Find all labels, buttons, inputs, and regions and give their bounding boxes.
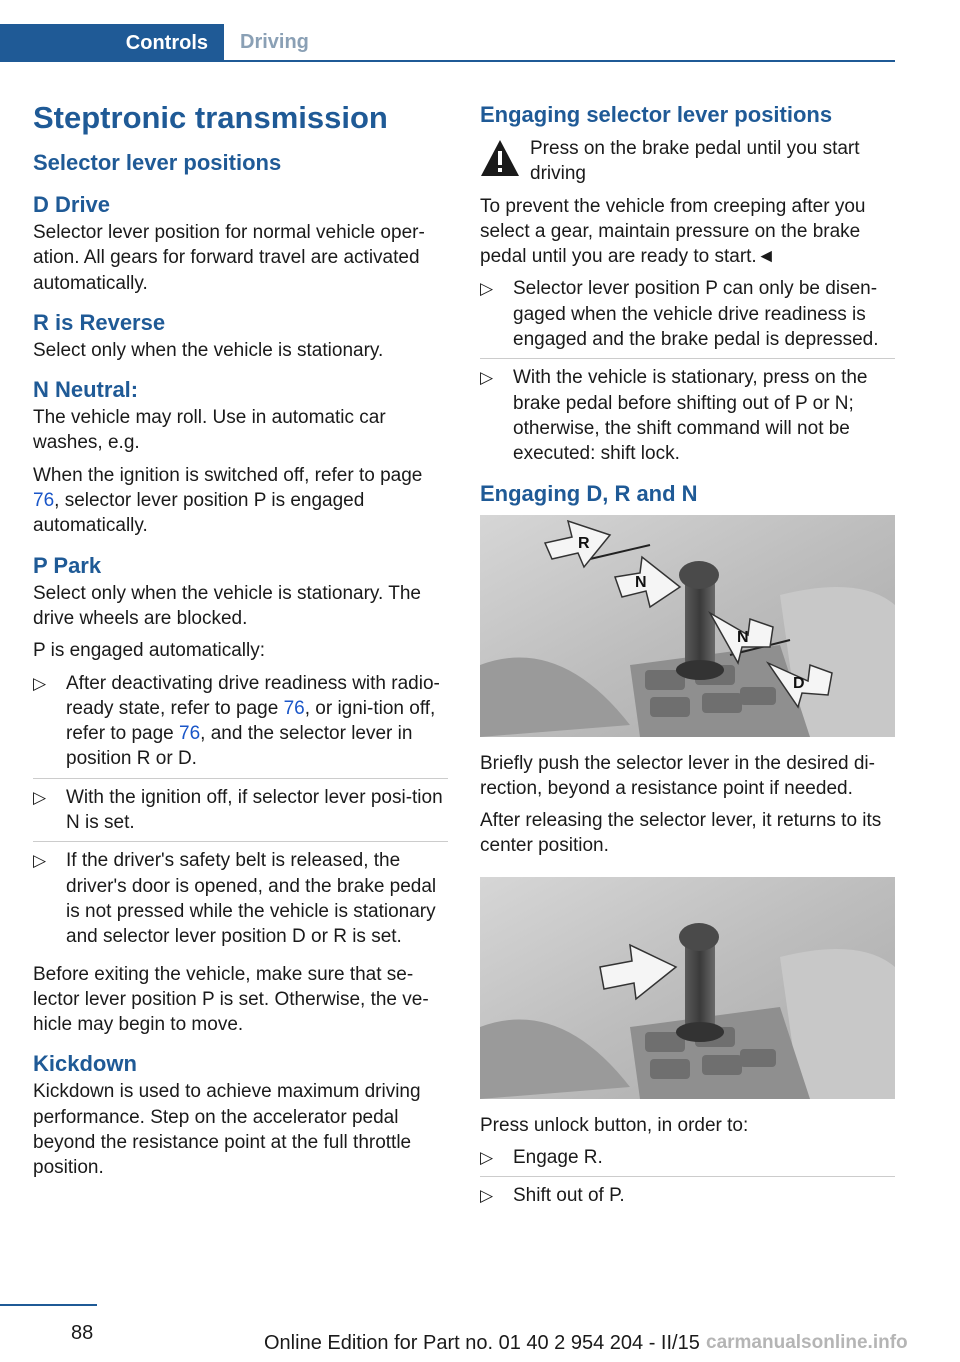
engaging-heading: Engaging selector lever positions [480,102,833,127]
engaging-item-1: Selector lever position P can only be disen-gaged when the vehicle drive readiness is engaged and the brake pedal is depressed. [513,278,879,351]
list-item [480,1145,895,1177]
triangle-bullet-icon: ▷ [33,851,47,871]
triangle-bullet-icon: ▷ [480,1148,494,1168]
unlock-button-illustration [480,877,895,1099]
warning-triangle-icon [480,138,520,178]
list-item [480,276,895,359]
right-column [480,100,895,1221]
triangle-bullet-icon: ▷ [33,787,47,807]
list-item [480,365,895,472]
triangle-bullet-icon: ▷ [480,1186,494,1206]
neutral-text-1: The vehicle may roll. Use in automatic car washes, e.g. [33,407,386,454]
kickdown-text: Kickdown is used to achieve maximum driving performance. Step on the accelerator pedal beyond the resistance point at the full throttle position. [33,1081,421,1179]
park-text-3: Before exiting the vehicle, make sure that se-lector lever position P is set. Otherwise, the ve-hicle may begin to move. [33,963,429,1036]
footer-edition: Online Edition for Part no. 01 40 2 954 204 - II/15 [264,1332,700,1354]
park-text-1: Select only when the vehicle is stationary. The drive wheels are blocked. [33,582,421,629]
unlock-text: Press unlock button, in order to: [480,1114,749,1136]
neutral-text-2-pre: When the ignition is switched off, refer to page [33,464,423,486]
park-item-2: With the ignition off, if selector lever posi-tion N is set. [66,786,443,834]
section-subtitle: Selector lever positions [33,150,282,175]
neutral-heading: N Neutral: [33,377,139,403]
dnr-heading: Engaging D, R and N [480,480,698,506]
engaging-list [480,276,895,472]
triangle-bullet-icon: ▷ [480,279,494,299]
park-item-3: If the driver's safety belt is released, the driver's door is opened, and the brake pedal is not pressed while the vehicle is stationary and selector lever position D or R is set. [66,850,437,948]
kickdown-heading: Kickdown [33,1051,137,1077]
triangle-bullet-icon: ▷ [480,368,494,388]
page-link-76[interactable]: 76 [179,723,201,745]
neutral-text-2 [33,463,448,539]
park-text-2: P is engaged automatically: [33,640,266,662]
engaging-item-2: With the vehicle is stationary, press on the brake pedal before shifting out of P or N; otherwise, the shift command will not be executed: shift lock. [513,367,868,465]
arrow-label-n-up: N [635,573,647,591]
page-link-76[interactable]: 76 [283,697,305,719]
warning-text: Press on the brake pedal until you start driving [530,138,860,185]
park-item-1-mid: , or igni-tion off, refer to page [66,697,436,745]
unlock-item-1: Engage R. [513,1147,603,1169]
drive-heading: D Drive [33,192,111,217]
reverse-text: Select only when the vehicle is stationary. [33,339,384,361]
section-title: Steptronic transmission [33,100,388,135]
park-list [33,671,448,956]
watermark: carmanualsonline.info [706,1332,908,1353]
dnr-text-2: After releasing the selector lever, it returns to its center position. [480,810,882,857]
drive-text: Selector lever position for normal vehicle oper-ation. All gears for forward travel are activated automatically. [33,222,425,294]
page-header [0,24,895,62]
park-item-1-pre: After deactivating drive readiness with radio-ready state, refer to page [66,672,440,719]
warning-block [480,136,895,187]
arrow-label-n-down: N [737,628,749,646]
dnr-text-1: Briefly push the selector lever in the desired di-rection, beyond a resistance point if needed. [480,752,875,799]
arrow-label-d: D [793,674,805,692]
unlock-item-2: Shift out of P. [513,1185,625,1207]
reverse-heading: R is Reverse [33,309,166,335]
tab-driving[interactable]: Driving [240,30,309,53]
footer-divider [0,1304,97,1306]
list-item [480,1183,895,1214]
page-link-76[interactable]: 76 [33,490,55,512]
neutral-text-2-post: , selector lever position P is engaged automatically. [33,490,365,537]
list-item [33,785,448,843]
page-number: 88 [71,1322,94,1344]
unlock-list [480,1145,895,1215]
park-heading: P Park [33,552,102,578]
triangle-bullet-icon: ▷ [33,673,47,693]
tab-controls[interactable]: Controls [0,24,224,62]
warning-explanation: To prevent the vehicle from creeping after you select a gear, maintain pressure on the brake pedal until you are ready to start.◄ [480,195,866,268]
park-item-1-post: , and the selector lever in position R or D. [66,723,413,770]
list-item [33,671,448,779]
selector-lever-illustration [480,515,895,737]
arrow-label-r: R [578,534,590,552]
selector-lever-figure-1 [480,515,895,737]
left-column [33,98,448,1188]
selector-lever-figure-2 [480,877,895,1099]
header-divider [0,60,895,62]
list-item [33,848,448,955]
